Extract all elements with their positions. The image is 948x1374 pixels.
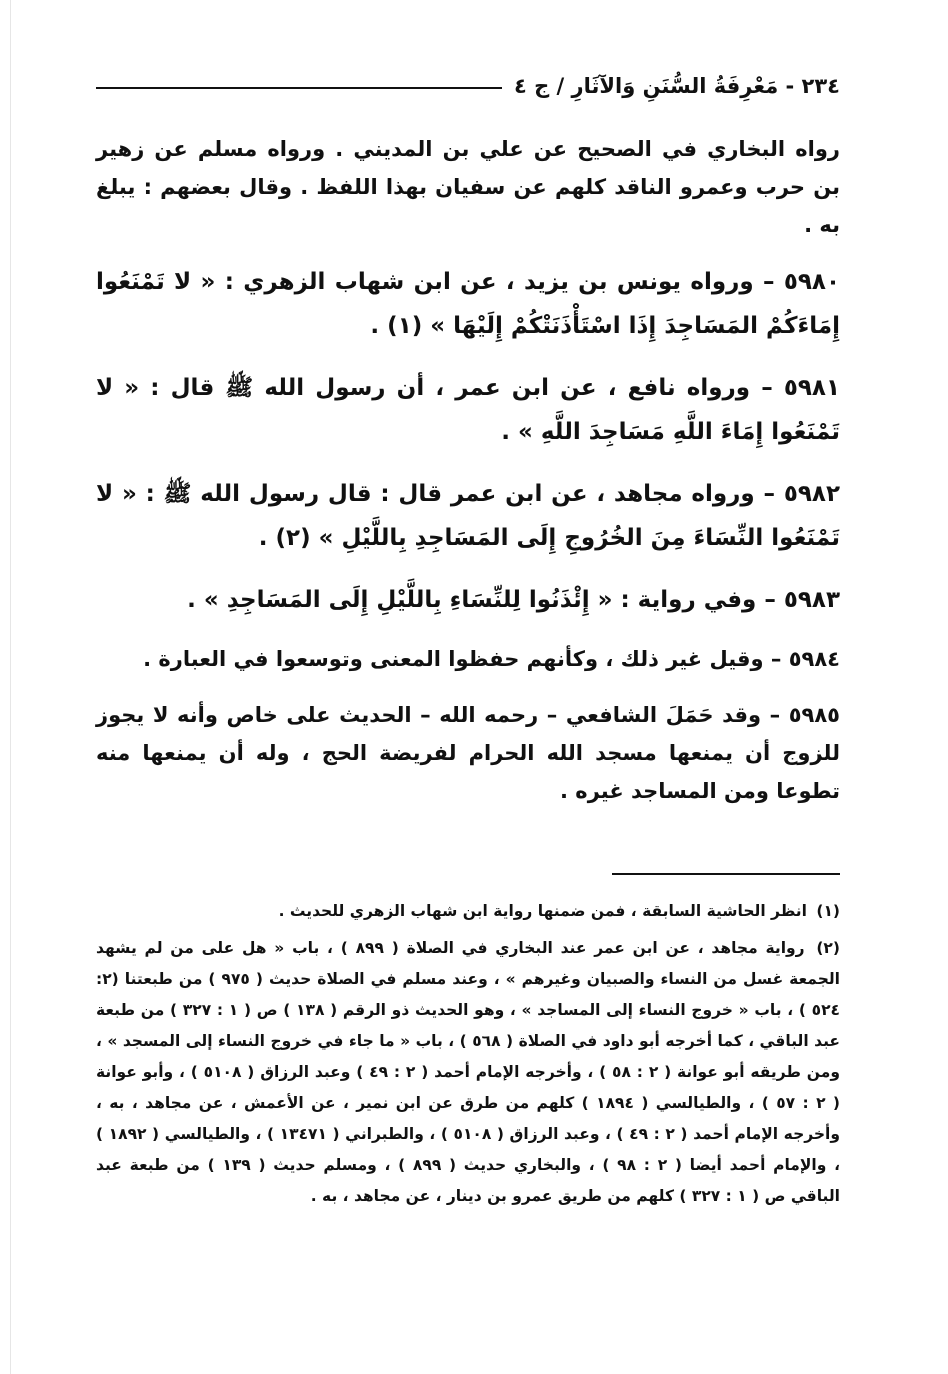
footnote-text: رواية مجاهد ، عن ابن عمر عند البخاري في الصلاة ( ٨٩٩ ) ، باب « هل على من لم يشهد الجمعة غسل من النساء والصبيان وغيرهم » ، وعند مسلم في الصلاة حديث ( ٩٧٥ ) من طبعتنا (٢: ٥٢٤ ) ، باب « خروج النساء إلى المساجد » ، وهو الحديث ذو الرقم ( ١٣٨ ) ص ( ١ : ٣٢٧ ) من طبعة عبد الباقي ، كما أخرجه أبو داود في الصلاة ( ٥٦٨ ) ، باب « ما جاء في خروج النساء إلى المسجد » ، ومن طريقه أبو عوانة ( ٢ : ٥٨ ) ، وأخرجه الإمام أحمد ( ٢ : ٤٩ ) وعبد الرزاق ( ٥١٠٨ ) ، وأبو عوانة ( ٢ : ٥٧ ) ، والطيالسي ( ١٨٩٤ ) كلهم من طرق عن ابن نمير ، عن الأعمش ، عن مجاهد ، به ، وأخرجه الإمام أحمد ( ٢ : ٤٩ ) ، وعبد الرزاق ( ٥١٠٨ ) ، والطبراني ( ١٣٤٧١ ) ، والطيالسي ( ١٨٩٢ ) ، والإمام أحمد أيضا ( ٢ : ٩٨ ) ، والبخاري حديث ( ٨٩٩ ) ، ومسلم حديث ( ١٣٩ ) من طبعة عبد الباقي ص ( ١ : ٣٢٧ ) كلهم من طريق عمرو بن دينار ، عن مجاهد ، به .	[96, 939, 840, 1205]
footnotes	[96, 896, 840, 1218]
paragraph-5981	[96, 366, 840, 454]
paragraph-text: – وقد حَمَلَ الشافعي – رحمه الله – الحديث على خاص وأنه لا يجوز للزوج أن يمنعها مسجد الله الحرام لفريضة الحج ، وله أن يمنعها منه تطوعا ومن المساجد غيره .	[96, 703, 840, 803]
page-header-title: ٢٣٤ - مَعْرِفَةُ السُّنَنِ وَالآثَارِ / ج ٤	[513, 74, 840, 98]
footnote-text: انظر الحاشية السابقة ، فمن ضمنها رواية ابن شهاب الزهري للحديث .	[278, 902, 807, 920]
hadith-number: ٥٩٨٣	[783, 587, 840, 613]
footnote-label: (١)	[816, 902, 840, 920]
paragraph-text: – وفي رواية : « إِئْذَنُوا لِلنِّسَاءِ بِاللَّيْلِ إِلَى المَسَاجِدِ » .	[187, 587, 776, 613]
paragraph-text: – ورواه يونس بن يزيد ، عن ابن شهاب الزهري : « لا تَمْنَعُوا إِمَاءَكُمْ المَسَاجِدَ إِذَا اسْتَأْذَنَتْكُمْ إِلَيْهَا » (١) .	[96, 269, 840, 339]
scan-edge-line	[10, 0, 11, 1374]
footnote-separator	[612, 873, 840, 875]
hadith-number: ٥٩٨٠	[783, 269, 840, 295]
paragraph-5980	[96, 260, 840, 348]
paragraph-5982	[96, 472, 840, 560]
paragraph-text: – وقيل غير ذلك ، وكأنهم حفظوا المعنى وتوسعوا في العبارة .	[143, 647, 782, 671]
paragraph-text: – ورواه نافع ، عن ابن عمر ، أن رسول الله ﷺ قال : « لا تَمْنَعُوا إِمَاءَ اللَّهِ مَسَاجِدَ اللَّهِ » .	[96, 375, 840, 445]
hadith-number: ٥٩٨٢	[783, 481, 840, 507]
paragraph-5985	[96, 696, 840, 810]
hadith-number: ٥٩٨٥	[788, 703, 841, 727]
main-text	[96, 130, 840, 828]
hadith-number: ٥٩٨١	[783, 375, 840, 401]
footnote-2	[96, 933, 840, 1212]
footnote-label: (٢)	[816, 939, 840, 957]
paragraph-text: – ورواه مجاهد ، عن ابن عمر قال : قال رسول الله ﷺ : « لا تَمْنَعُوا النِّسَاءَ مِنَ الخُرُوجِ إِلَى المَسَاجِدِ بِاللَّيْلِ » (٢) .	[96, 481, 840, 551]
paragraph-text: رواه البخاري في الصحيح عن علي بن المديني . ورواه مسلم عن زهير بن حرب وعمرو الناقد كلهم عن سفيان بهذا اللفظ . وقال بعضهم : يبلغ به .	[96, 137, 840, 237]
hadith-number: ٥٩٨٤	[788, 647, 840, 671]
paragraph-intro	[96, 130, 840, 244]
paragraph-5984	[96, 640, 840, 678]
footnote-1	[96, 896, 840, 927]
page-header	[96, 66, 840, 106]
header-rule	[96, 87, 502, 89]
paragraph-5983	[96, 578, 840, 622]
